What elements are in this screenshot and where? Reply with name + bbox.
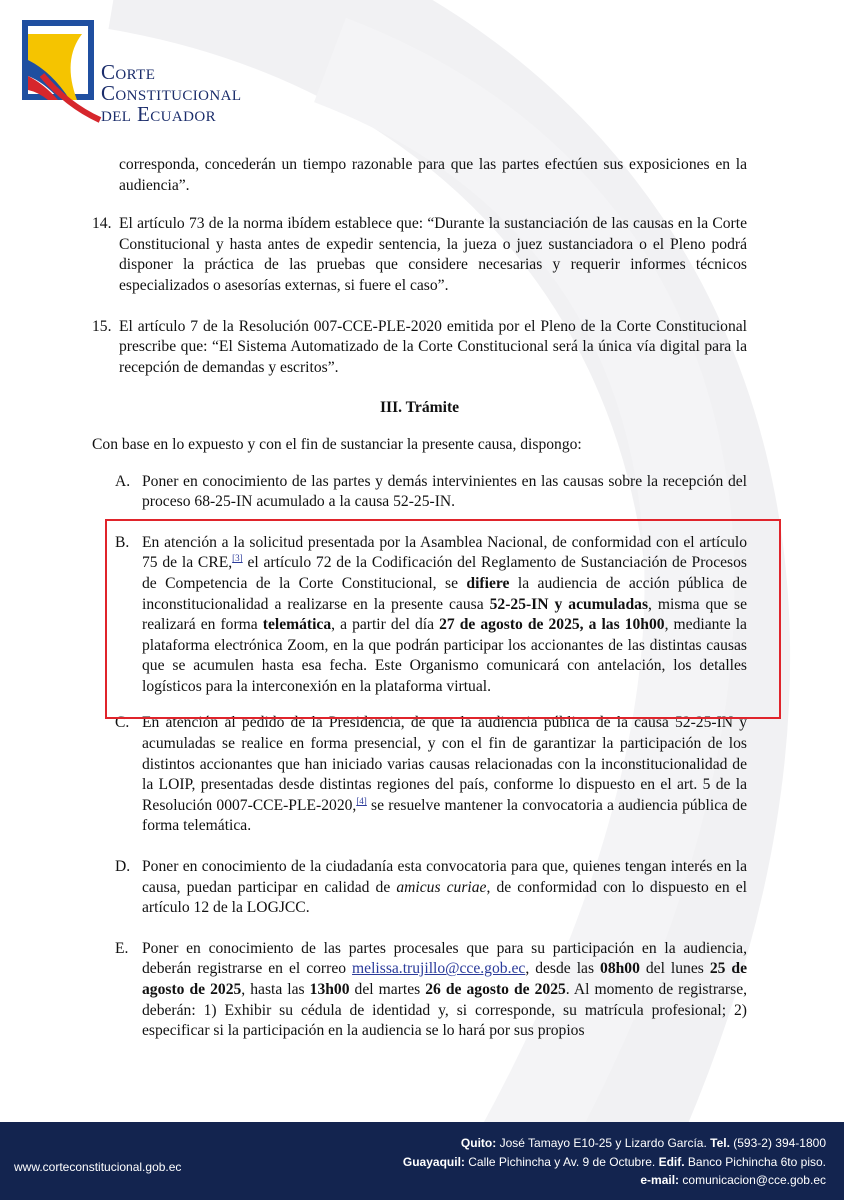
text-run: , misma que se realizará en forma — [142, 595, 747, 634]
item-letter: D. — [115, 858, 131, 876]
page-footer — [0, 1122, 844, 1200]
text-run: , hasta las — [241, 981, 310, 998]
text-run: la audiencia de acción pública de inconstitucionalidad a realizarse en la presente causa — [142, 574, 747, 613]
section-heading: III. Trámite — [379, 399, 460, 417]
lettered-item-e — [115, 939, 747, 1042]
value: Calle Pichincha y Av. 9 de Octubre. — [464, 1154, 659, 1169]
label: Guayaquil: — [402, 1154, 465, 1169]
text-run: En atención al pedido de la Presidencia, de que la audiencia pública de la causa 52-25-IN y acumuladas se realice en forma presencial, y con el fin de garantizar la participación de los distintos accionantes que han iniciado varias causas relacionadas con la inconstitucionalidad de la LOIP, presentadas desde distintas regiones del país, conforme lo dispuesto en el art. 5 de la Resolución 0007-CCE-PLE-2020, — [142, 714, 747, 814]
paragraph-text: El artículo 7 de la Resolución 007-CCE-PLE-2020 emitida por el Pleno de la Corte Constitucional prescribe que: “El Sistema Automatizado de la Corte Constitucional será la única vía digital para la recepción de demandas y escritos”. — [119, 317, 747, 376]
bold-run: difiere — [466, 574, 510, 592]
text-run: se resuelve mantener la convocatoria a audiencia pública de forma telemática. — [142, 796, 747, 835]
org-name-line2: Constitucional — [101, 81, 242, 105]
text-run: , de conformidad con lo dispuesto en el artículo 12 de la LOGJCC. — [142, 878, 747, 917]
item-letter: B. — [115, 533, 130, 551]
text-run: En atención a la solicitud presentada por la Asamblea Nacional, de conformidad con el artículo 75 de la CRE, — [142, 533, 747, 572]
item-letter: E. — [115, 939, 129, 957]
label: e-mail: — [640, 1173, 680, 1187]
text-run: , desde las — [525, 960, 601, 978]
numbered-paragraph-15 — [92, 317, 747, 379]
footer-addresses — [403, 1134, 826, 1190]
website-link[interactable]: www.corteconstitucional.gob.ec — [14, 1160, 182, 1174]
bold-run: 08h00 — [600, 960, 640, 978]
email-value[interactable]: comunicacion@cce.gob.ec — [679, 1173, 826, 1187]
highlight-box — [105, 519, 781, 719]
lead-paragraph: Con base en lo expuesto y con el fin de sustanciar la presente causa, dispongo: — [92, 435, 582, 453]
text-run: Poner en conocimiento de las partes procesales que para su participación en la audiencia, deberán registrarse en el correo — [142, 939, 747, 978]
lettered-item-c — [115, 713, 747, 837]
paragraph-number: 15. — [92, 317, 112, 335]
value: José Tamayo E10-25 y Lizardo García. — [496, 1136, 711, 1150]
bold-run: 25 de agosto de 2025 — [142, 960, 748, 998]
lettered-item-a — [115, 472, 747, 513]
org-name — [101, 62, 241, 125]
text-run: Poner en conocimiento de la ciudadanía esta convocatoria para que, quienes tengan interés en la causa, puedan participar en calidad de — [142, 858, 747, 896]
registration-email-link[interactable]: melissa.trujillo@cce.gob.ec — [352, 960, 526, 978]
text-run: el artículo 72 de la Codificación del Reglamento de Sustanciación de Procesos de Competencia de la Corte Constitucional, se — [142, 554, 747, 592]
bold-run: 27 de agosto de 2025, a las 10h00 — [439, 616, 665, 634]
org-name-line1: Corte — [101, 60, 156, 84]
item-letter: A. — [115, 472, 131, 490]
label: Edif. — [658, 1154, 685, 1169]
bold-run: 26 de agosto de 2025 — [425, 981, 566, 998]
numbered-paragraph-14 — [92, 214, 747, 296]
bold-run: 52-25-IN y acumuladas — [489, 595, 649, 613]
label: Tel. — [710, 1136, 730, 1150]
bold-run: telemática — [262, 616, 332, 634]
value: Banco Pichincha 6to piso. — [684, 1154, 826, 1169]
text-run: del martes — [349, 981, 426, 998]
footnote-link-3[interactable]: [3] — [232, 553, 243, 564]
continued-paragraph: corresponda, concederán un tiempo razonable para que las partes efectúen sus exposiciones en la audiencia”. — [119, 156, 747, 194]
quito-address — [403, 1134, 826, 1153]
value: (593-2) 394-1800 — [729, 1136, 826, 1150]
paragraph-text: El artículo 73 de la norma ibídem establece que: “Durante la sustanciación de las causas en la Corte Constitucional y hasta antes de expedir sentencia, la jueza o juez sustanciadora o el Pleno podrá disponer la práctica de las pruebas que considere necesarias y requerir informes técnicos especializados o asesorías externas, si fuere el caso”. — [119, 215, 747, 294]
lettered-item-d — [115, 857, 747, 919]
text-run: . Al momento de registrarse, deberán: 1) Exhibir su cédula de identidad y, si corresponde, su matrícula profesional; 2) especificar si la participación en la audiencia se lo hará por sus propios — [142, 981, 748, 1040]
text-run: , a partir del día — [331, 616, 440, 634]
text-run: , mediante la plataforma electrónica Zoom, en la que podrán participar los accionantes de las distintas causas que se acumulen hasta esa fecha. Este Organismo comunicará con antelación, los detalles logísticos para la interconexión en la plataforma virtual. — [142, 616, 747, 695]
org-name-line3: del Ecuador — [101, 102, 216, 126]
text-run: del lunes — [639, 960, 710, 978]
contact-email — [403, 1171, 826, 1190]
bold-run: 13h00 — [309, 981, 350, 998]
paragraph-number: 14. — [92, 215, 112, 233]
guayaquil-address — [403, 1153, 826, 1172]
item-text: Poner en conocimiento de las partes y demás intervinientes en las causas sobre la recepción del proceso 68-25-IN acumulado a la causa 52-25-IN. — [142, 472, 747, 511]
footnote-link-4[interactable]: [4] — [356, 795, 367, 806]
item-letter: C. — [115, 714, 130, 732]
italic-run: amicus curiae — [396, 878, 487, 896]
label: Quito: — [460, 1136, 497, 1150]
